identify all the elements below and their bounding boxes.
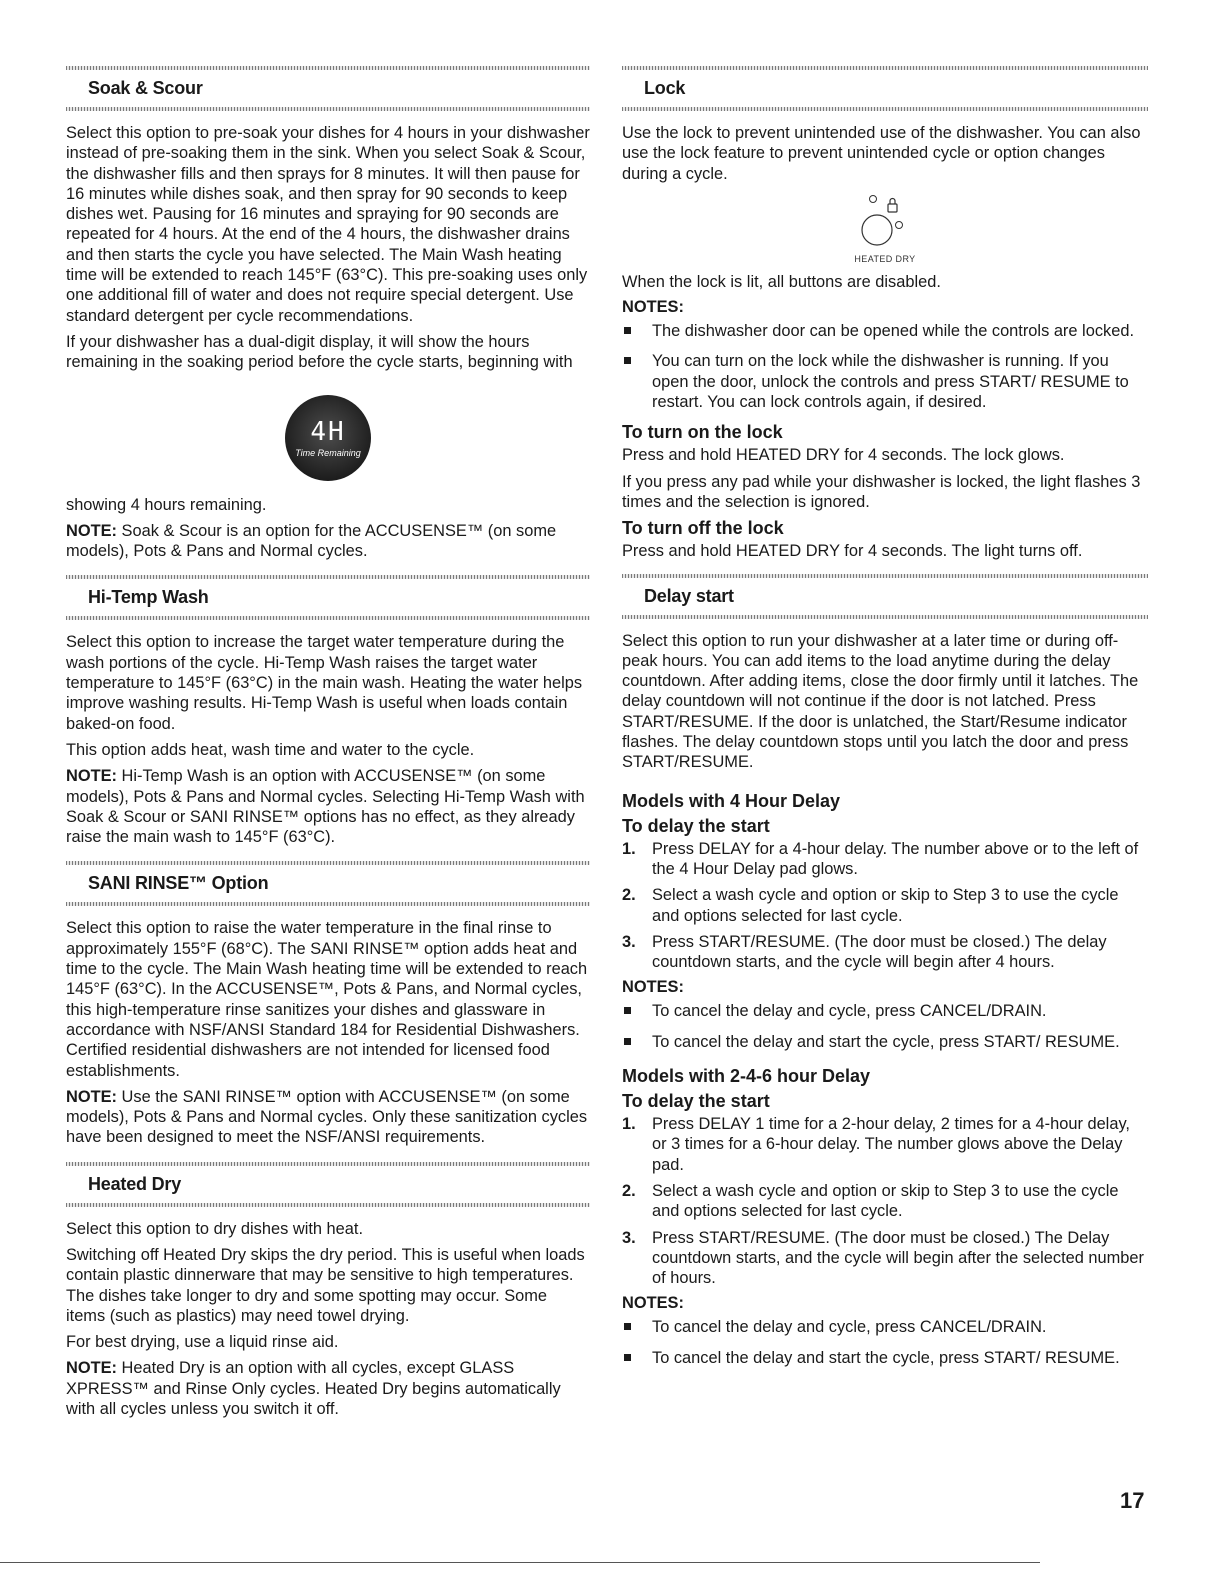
step-number: 1. [622,1115,636,1134]
step-text: Press DELAY 1 time for a 2-hour delay, 2 times for a 4-hour delay, or 3 times for a 6-hour delay. The number glows above the Delay pad. [652,1115,1130,1174]
hi-temp-paragraph: Select this option to increase the target water temperature during the wash portions of the cycle. Hi-Temp Wash raises the target water temperature to 145°F (63°C) in the main wash. Heating the water helps improve washing results. Hi-Temp Wash is useful when loads contain baked-on food. [66,633,583,733]
step-number: 2. [622,1181,636,1200]
heated-dry-header [66,1162,590,1207]
models-4-hour-subheading: To delay the start [622,815,770,836]
step-text: Press START/RESUME. (The door must be closed.) The delay countdown starts, and the cycle will begin after 4 hours. [652,932,1107,972]
models-246-hour-notes [622,1317,1148,1368]
step-text: Press DELAY for a 4-hour delay. The number above or to the left of the 4 Hour Delay pad glows. [652,839,1139,878]
step-text: Press START/RESUME. (The door must be closed.) The Delay countdown starts, and the cycle will begin after the selected number of hours. [652,1228,1144,1288]
list-item [622,1181,1148,1222]
models-246-hour-notes-label: NOTES: [622,1294,684,1313]
heated-dry-note [66,1358,590,1419]
lock-on-paragraph-2: If you press any pad while your dishwasher is locked, the light flashes 3 times and the selection is ignored. [622,472,1141,511]
display-label: Time Remaining [295,447,361,458]
hi-temp-title: Hi-Temp Wash [88,587,209,608]
footer-rule [0,1562,1040,1563]
soak-scour-note [66,521,590,562]
list-item: The dishwasher door can be opened while the controls are locked. [622,321,1148,341]
note-text: Hi-Temp Wash is an option with ACCUSENSE™ (on some models), Pots & Pans and Normal cycles. Selecting Hi-Temp Wash with Soak & Scour or SANI RINSE™ options has no effect, as they already raise the main wash to 145°F (63°C). [66,767,585,847]
note-text: Soak & Scour is an option for the ACCUSENSE™ (on some models), Pots & Pans and Normal cycles. [66,521,557,561]
page-number: 17 [1120,1488,1145,1513]
list-item: To cancel the delay and start the cycle, press START/ RESUME. [622,1032,1148,1052]
display-badge [285,395,371,481]
list-item: To cancel the delay and start the cycle, press START/ RESUME. [622,1348,1148,1368]
lock-off-heading: To turn off the lock [622,518,784,539]
note-text: Heated Dry is an option with all cycles, except GLASS XPRESS™ and Rinse Only cycles. Heated Dry begins automatically with all cycles unless you switch it off. [66,1359,561,1419]
step-number: 3. [622,1228,636,1247]
lock-figure-caption: HEATED DRY [854,253,916,264]
soak-scour-header [66,66,590,111]
list-item [622,1228,1148,1289]
list-item [622,839,1148,880]
note-label: NOTE: [66,1087,117,1106]
lock-notes-list [622,321,1148,412]
list-item [622,1114,1148,1175]
step-number: 2. [622,886,636,905]
lock-off-paragraph: Press and hold HEATED DRY for 4 seconds. The light turns off. [622,542,1083,561]
lock-button-icon [855,192,915,254]
list-item: You can turn on the lock while the dishwasher is running. If you open the door, unlock the controls and press START/ RESUME to restart. You can lock controls again, if desired. [622,351,1148,412]
delay-start-paragraph: Select this option to run your dishwasher at a later time or during off-peak hours. You can add items to the load anytime during the delay countdown. After adding items, close the door firmly until it latches. The delay countdown will not continue if the door is not latched. Press START/RESUME. If the door is unlatched, the Start/Resume indicator flashes. The delay countdown stops until you latch the door and press START/RESUME. [622,631,1139,772]
heated-dry-paragraph-2: Switching off Heated Dry skips the dry period. This is useful when loads contain plastic dinnerware that may be sensitive to high temperatures. The dishes take longer to dry and some spotting may occur. Some items (such as plastics) may need towel drying. [66,1245,585,1325]
note-label: NOTE: [66,1359,117,1378]
heated-dry-paragraph: Select this option to dry dishes with heat. [66,1219,364,1238]
models-4-hour-heading: Models with 4 Hour Delay [622,790,841,811]
sani-rinse-note [66,1087,590,1148]
heated-dry-title: Heated Dry [88,1173,182,1194]
models-246-hour-heading: Models with 2-4-6 hour Delay [622,1066,871,1087]
hi-temp-note [66,766,590,847]
soak-scour-display-paragraph: If your dishwasher has a dual-digit display, it will show the hours remaining in the soaking period before the cycle starts, beginning with [66,332,573,372]
soak-scour-showing-text: showing 4 hours remaining. [66,495,267,514]
lock-lit-text: When the lock is lit, all buttons are disabled. [622,272,941,291]
soak-scour-title: Soak & Scour [88,78,203,98]
list-item [622,885,1148,926]
display-digits: 4H [310,416,346,447]
step-number: 3. [622,932,636,951]
delay-start-header [622,574,1148,619]
models-4-hour-notes [622,1001,1148,1052]
lock-on-paragraph: Press and hold HEATED DRY for 4 seconds. The lock glows. [622,446,1065,465]
note-label: NOTE: [66,521,117,540]
models-246-hour-steps [622,1114,1148,1288]
hi-temp-paragraph-2: This option adds heat, wash time and water to the cycle. [66,740,475,759]
note-label: NOTE: [66,767,117,786]
right-column [622,66,1148,1378]
lock-on-heading: To turn on the lock [622,422,783,443]
sani-rinse-paragraph: Select this option to raise the water temperature in the final rinse to approximately 155°F (68°C). The SANI RINSE™ option adds heat and time to the cycle. The Main Wash heating time will be extended to reach 145°F (63°C). In the ACCUSENSE™, Pots & Pans, and Normal cycles, this high-temperature rinse sanitizes your dishes and glassware in accordance with NSF/ANSI Standard 184 for Residential Dishwashers. Certified residential dishwashers are not intended for licensed food establishments. [66,919,588,1080]
heated-dry-lock-figure [622,190,1148,272]
delay-start-title: Delay start [644,585,734,606]
hi-temp-header [66,575,590,620]
lock-header [622,66,1148,111]
lock-paragraph: Use the lock to prevent unintended use of the dishwasher. You can also use the lock feature to prevent unintended cycle or option changes during a cycle. [622,124,1141,183]
soak-scour-paragraph: Select this option to pre-soak your dishes for 4 hours in your dishwasher instead of pre-soaking them in the sink. When you select Soak & Scour, the dishwasher fills and then sprays for 8 minutes. It will then pause for 16 minutes while dishes soak, and then spray for 90 seconds to keep dishes wet. Pausing for 16 minutes and spraying for 90 seconds are repeated for 4 hours. At the end of the 4 hours, the dishwasher drains and then starts the cycle you have selected. The Main Wash heating time will be extended to reach 145°F (63°C). This pre-soaking uses only one additional fill of water and does not require special detergent. Use standard detergent per cycle recommendations. [66,124,590,325]
sani-rinse-title: SANI RINSE™ Option [88,873,269,894]
models-246-hour-subheading: To delay the start [622,1091,770,1112]
time-remaining-display [66,379,590,495]
lock-notes-label: NOTES: [622,298,684,317]
sani-rinse-header [66,861,590,906]
left-column [66,66,590,1425]
list-item: To cancel the delay and cycle, press CANCEL/DRAIN. [622,1001,1148,1021]
step-number: 1. [622,839,636,858]
note-text: Use the SANI RINSE™ option with ACCUSENSE™ (on some models), Pots & Pans and Normal cycles. Only these sanitization cycles have been designed to meet the NSF/ANSI requirements. [66,1087,588,1147]
step-text: Select a wash cycle and option or skip to Step 3 to use the cycle and options selected for last cycle. [652,886,1119,925]
list-item [622,932,1148,973]
models-4-hour-notes-label: NOTES: [622,978,684,997]
list-item: To cancel the delay and cycle, press CANCEL/DRAIN. [622,1317,1148,1337]
lock-title: Lock [644,78,686,98]
models-4-hour-steps [622,839,1148,973]
step-text: Select a wash cycle and option or skip to Step 3 to use the cycle and options selected for last cycle. [652,1181,1119,1221]
heated-dry-paragraph-3: For best drying, use a liquid rinse aid. [66,1333,339,1352]
